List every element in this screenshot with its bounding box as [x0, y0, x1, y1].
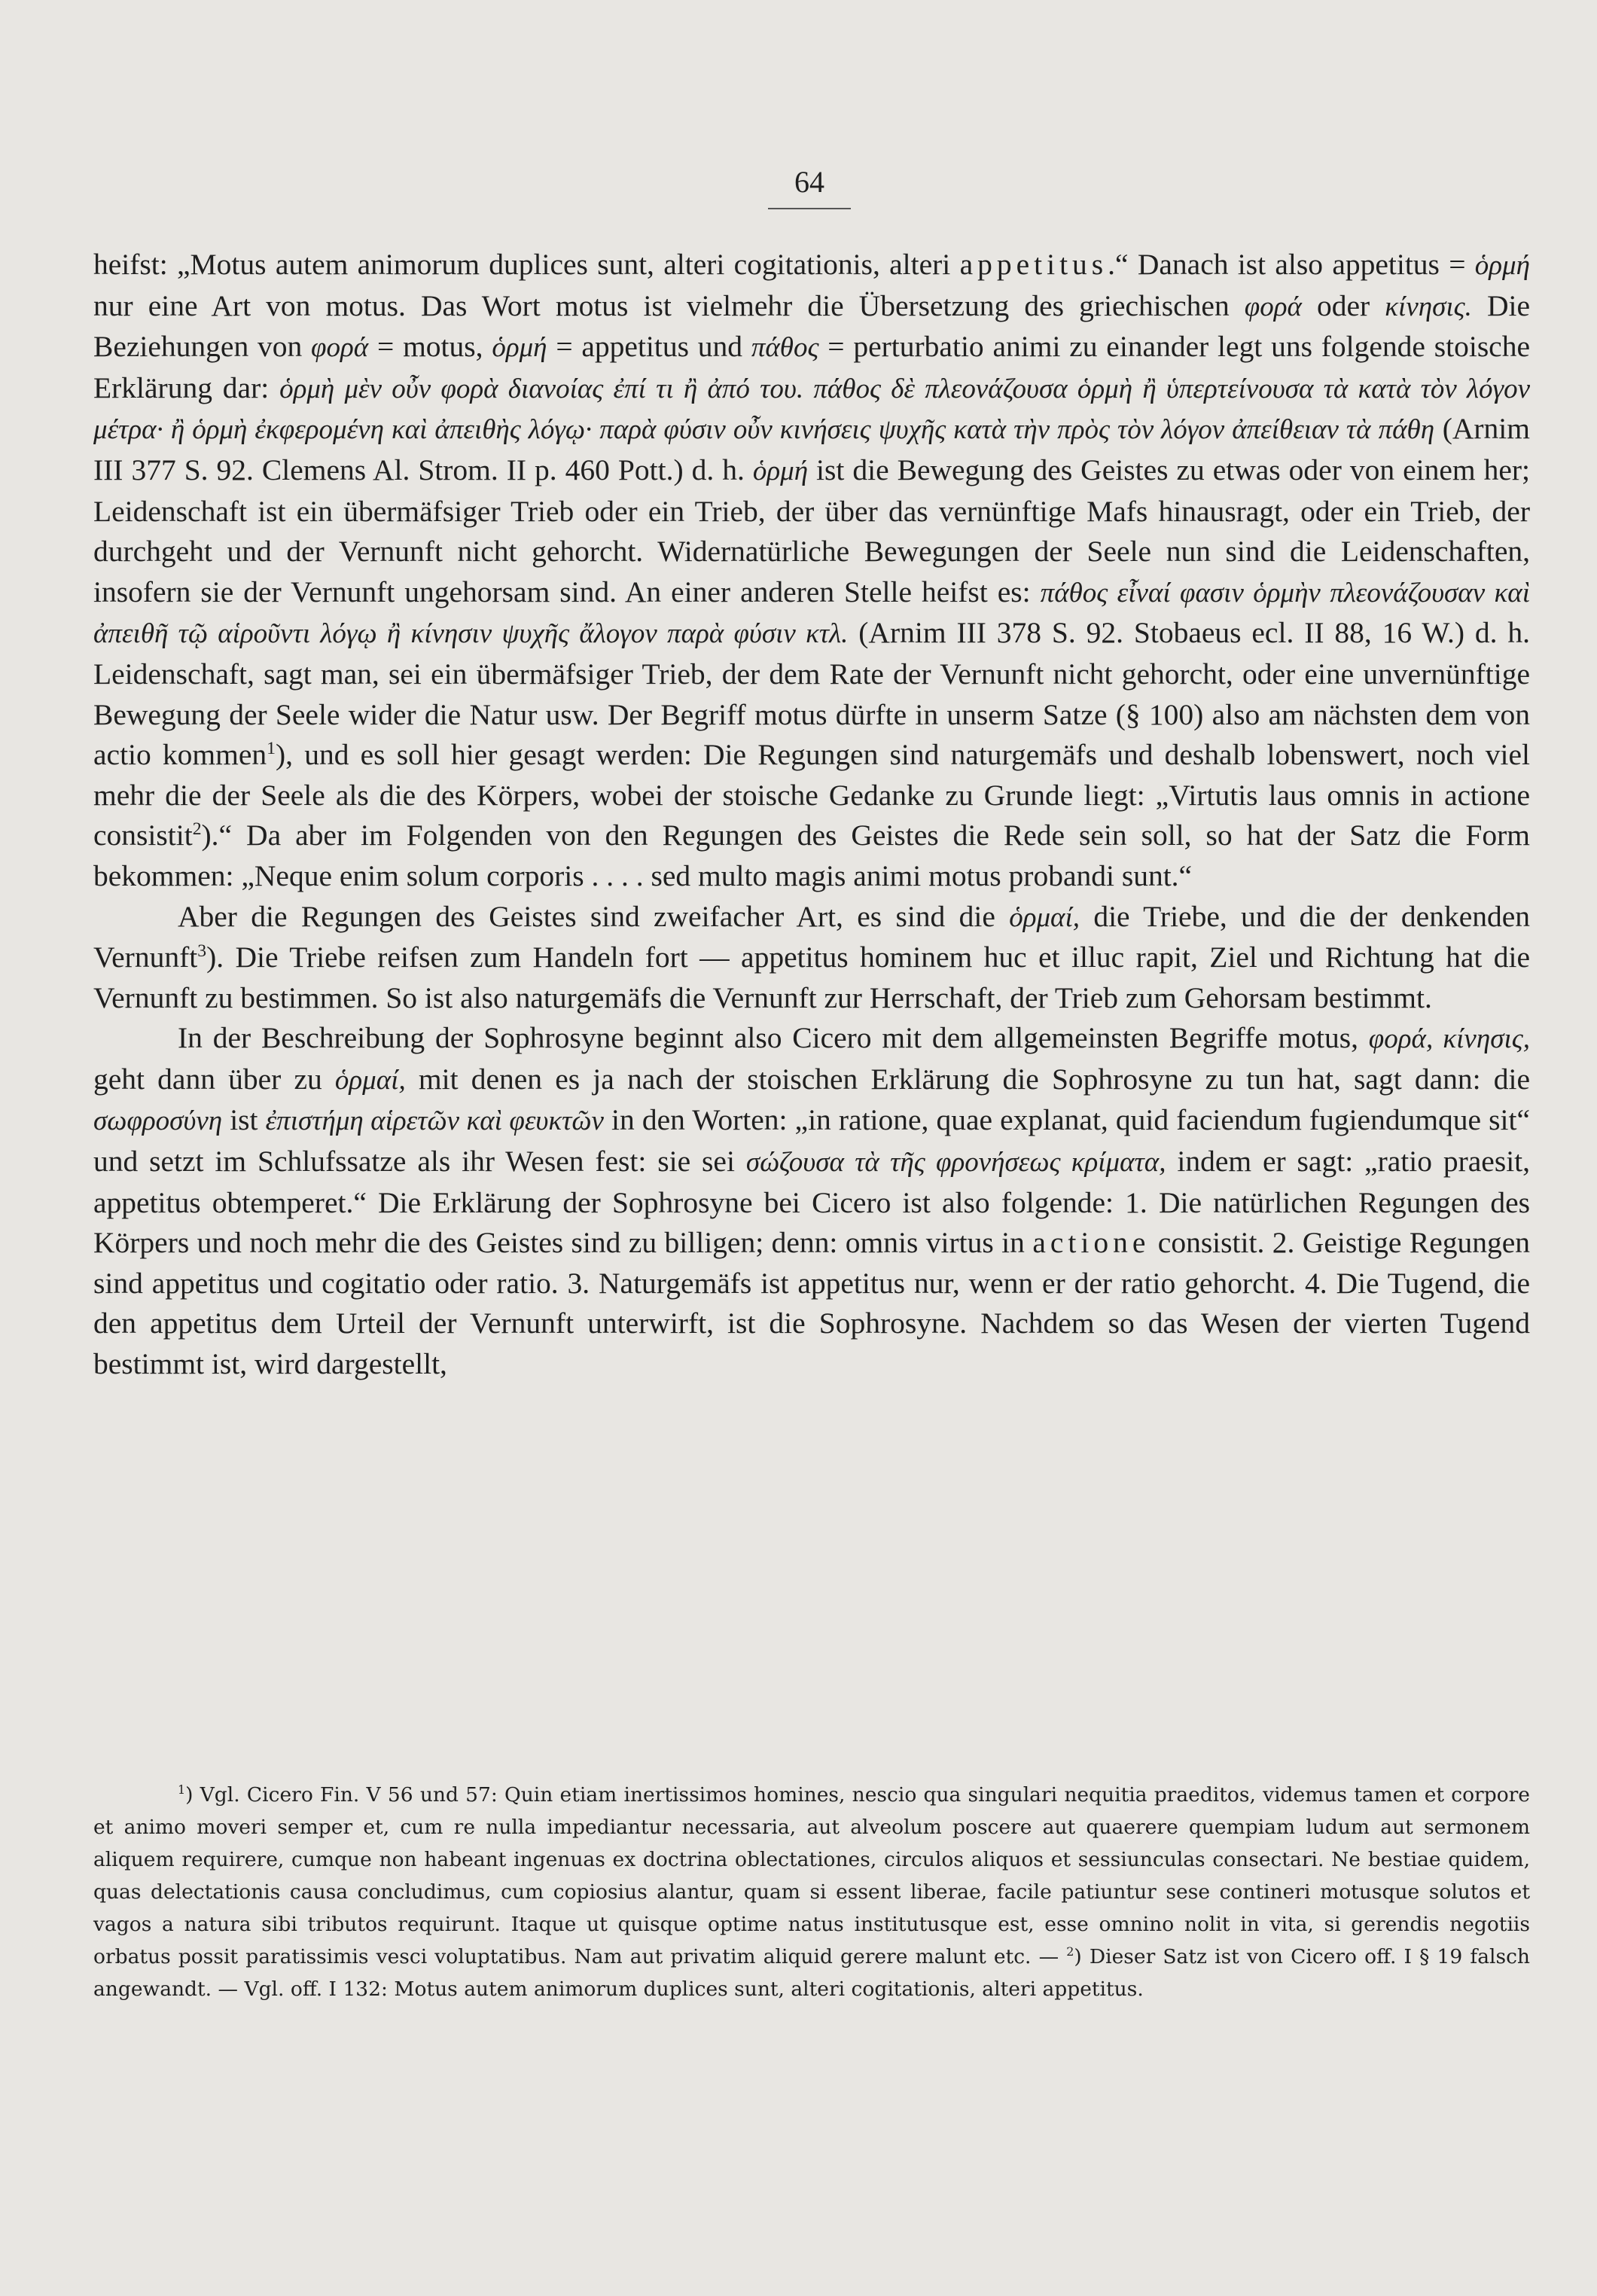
text-run: ist die Bewegung des Geistes zu etwas oder von einem her; Leidenschaft ist ein übermäfsiger Trieb oder ein Trieb, der über das vernünftige Mafs hinausragt, oder ein Trieb, der durchgeht und der Vernunft nicht gehorcht. Widernatürliche Bewegungen der Seele nun sind die Leidenschaften, insofern sie der Vernunft ungehorsam sind. An einer anderen Stelle heifst es: — [93, 453, 1531, 608]
text-run: in den Worten: „in ratione, quae explanat, quid faciendum fugiendumque sit“ und setzt im Schlufssatze als ihr Wesen fest: sie sei — [93, 1103, 1531, 1178]
paragraph-2 — [93, 897, 1530, 1019]
greek-term: ὁρμή — [1474, 250, 1530, 281]
greek-quotation: πάθος εἶναί φασιν ὁρμὴν πλεονάζουσαν καὶ ἀπειθῆ τῷ αἱροῦντι λόγῳ ἢ κίνησιν ψυχῆς ἄλογον παρὰ φύσιν κτλ. — [93, 577, 1530, 650]
footnote-text: ) Dieser Satz ist von Cicero off. I § 19 falsch angewandt. — Vgl. off. I 132: Motus autem animorum duplices sunt, alteri cogitationis, alteri appetitus. — [93, 1945, 1530, 2001]
paragraph-3 — [93, 1018, 1530, 1384]
text-run: indem er sagt: „ratio praesit, appetitus obtemperet.“ Die Erklärung der Sophrosyne bei Cicero ist also folgende: 1. Die natürlichen Regungen des Körpers und noch mehr die des Geistes sind zu billigen; denn: omnis virtus in — [93, 1145, 1531, 1260]
greek-term: σώζουσα τὰ τῆς φρονήσεως κρίματα, — [745, 1147, 1166, 1178]
paragraph-1 — [93, 245, 1530, 897]
spaced-word: actione — [1032, 1226, 1151, 1260]
text-run: Die Beziehungen von — [93, 288, 1531, 364]
greek-term: πάθος — [751, 332, 819, 364]
greek-term: φορά — [1244, 291, 1302, 322]
text-run: geht dann über zu — [93, 1062, 322, 1096]
footnotes — [93, 1779, 1530, 2005]
text-run: = appetitus und — [556, 330, 743, 364]
greek-term: φορά — [311, 332, 369, 364]
footnote-text: ) Vgl. Cicero Fin. V 56 und 57: Quin etiam inertissimos homines, nescio qua singulari nequitia praeditos, videmus tamen et corpore et animo moveri semper et, cum re nulla impediantur necessaria, aut alveolum poscere aut quaerere quempiam ludum aut sermonem aliquem requirere, cumque non habeant ingenuas ex doctrina oblectationes, circulos aliquos et sessiunculas consectari. Ne bestiae quidem, quas delectationis causa concludimus, cum copiosius alantur, quam si essent liberae, facile patiuntur sese contineri motusque solutos et vagos a natura sibi tributos requirunt. Itaque ut quisque optime natus institutusque est, esse omnino nolit in vita, si gerendis negotiis orbatus possit paratissimis vesci voluptatibus. Nam aut privatim aliquid gerere malunt etc. — — [93, 1783, 1530, 1968]
text-run: Aber die Regungen des Geistes sind zweifacher Art, es sind die — [178, 899, 995, 933]
text-run: = motus, — [377, 330, 483, 364]
main-text — [93, 245, 1530, 1385]
greek-term: φορά, κίνησις, — [1368, 1023, 1530, 1055]
text-run: ), und es soll hier gesagt werden: Die Regungen sind naturgemäfs und deshalb lobenswert, noch viel mehr die der Seele als die des Körpers, wobei der stoische Gedanke zu Grunde liegt: „Virtutis laus omnis in actione consistit — [93, 738, 1531, 852]
greek-term: ὁρμαί, — [334, 1064, 406, 1096]
text-run: (Arnim III 377 S. 92. Clemens Al. Strom. II p. 460 Pott.) d. h. — [93, 412, 1531, 486]
greek-term: σωφροσύνη — [93, 1105, 223, 1137]
text-run: mit denen es ja nach der stoischen Erklärung die Sophrosyne zu tun hat, sagt dann: die — [418, 1062, 1531, 1096]
footnote-marker: 1 — [178, 1782, 186, 1797]
text-run: die Triebe, und die der denkenden Vernunft — [93, 899, 1531, 974]
page-number: 64 — [794, 165, 824, 199]
footnote-marker: 2 — [1066, 1944, 1074, 1959]
text-run: heifst: „Motus autem animorum duplices sunt, alteri cogitationis, alteri — [93, 248, 951, 281]
text-run: nur eine Art von motus. Das Wort motus ist vielmehr die Übersetzung des griechischen — [93, 288, 1230, 322]
text-run: ).“ Da aber im Folgenden von den Regungen des Geistes die Rede sein soll, so hat der Satz die Form bekommen: „Neque enim solum corporis . . . . sed multo magis animi motus probandi sunt.“ — [93, 819, 1530, 892]
text-run: ). Die Triebe reifsen zum Handeln fort — appetitus hominem huc et illuc rapit, Ziel und Richtung hat die Vernunft zu bestimmen. So ist also naturgemäfs die Vernunft zur Herrschaft, der Trieb zum Gehorsam bestimmt. — [93, 941, 1530, 1014]
greek-term: ἐπιστήμη αἱρετῶν καὶ φευκτῶν — [265, 1105, 604, 1137]
greek-term: κίνησις. — [1385, 291, 1472, 322]
spaced-word: appetitus — [959, 248, 1108, 281]
text-run: = perturbatio animi zu einander legt uns folgende stoische Erklärung dar: — [93, 330, 1530, 404]
text-run: (Arnim III 378 S. 92. Stobaeus ecl. II 88, 16 W.) d. h. Leidenschaft, sagt man, sei ein übermäfsiger Trieb, der dem Rate der Vernunft nicht gehorcht, oder eine unvernünftige Bewegung der Seele wider die Natur usw. Der Begriff motus dürfte in unserm Satze (§ 100) also am nächsten dem von actio kommen — [93, 616, 1531, 772]
text-run: oder — [1317, 288, 1370, 322]
footnote-ref: 1 — [267, 738, 276, 758]
greek-quotation: ὁρμὴ μὲν οὖν φορὰ διανοίας ἐπί τι ἢ ἀπό του. πάθος δὲ πλεονάζουσα ὁρμὴ ἢ ὑπερτείνουσα τὰ κατὰ τὸν λόγον μέτρα· ἢ ὁρμὴ ἐκφερομένη καὶ ἀπειθὴς λόγῳ· παρὰ φύσιν οὖν κινήσεις ψυχῆς κατὰ τὴν πρὸς τὸν λόγον ἀπείθειαν τὰ πάθη — [93, 373, 1531, 446]
greek-term: ὁρμή — [492, 332, 547, 364]
footnote-ref: 2 — [192, 819, 202, 840]
greek-term: ὁρμαί, — [1009, 901, 1080, 933]
greek-term: ὁρμή — [752, 455, 809, 486]
page-number-rule — [768, 208, 851, 209]
text-run: ist — [230, 1103, 258, 1137]
footnote-1 — [93, 1779, 1530, 2005]
footnote-ref: 3 — [197, 941, 207, 961]
text-run: consistit. 2. Geistige Regungen sind appetitus und cogitatio oder ratio. 3. Naturgemäfs ist appetitus nur, wenn er der ratio gehorcht. 4. Die Tugend, die den appetitus dem Urteil der Vernunft unterwirft, ist die Sophrosyne. Nachdem so das Wesen der vierten Tugend bestimmt ist, wird dargestellt, — [93, 1226, 1531, 1381]
text-run: .“ Danach ist also appetitus = — [1108, 248, 1466, 281]
text-run: In der Beschreibung der Sophrosyne beginnt also Cicero mit dem allgemeinsten Begriffe motus, — [178, 1021, 1358, 1055]
